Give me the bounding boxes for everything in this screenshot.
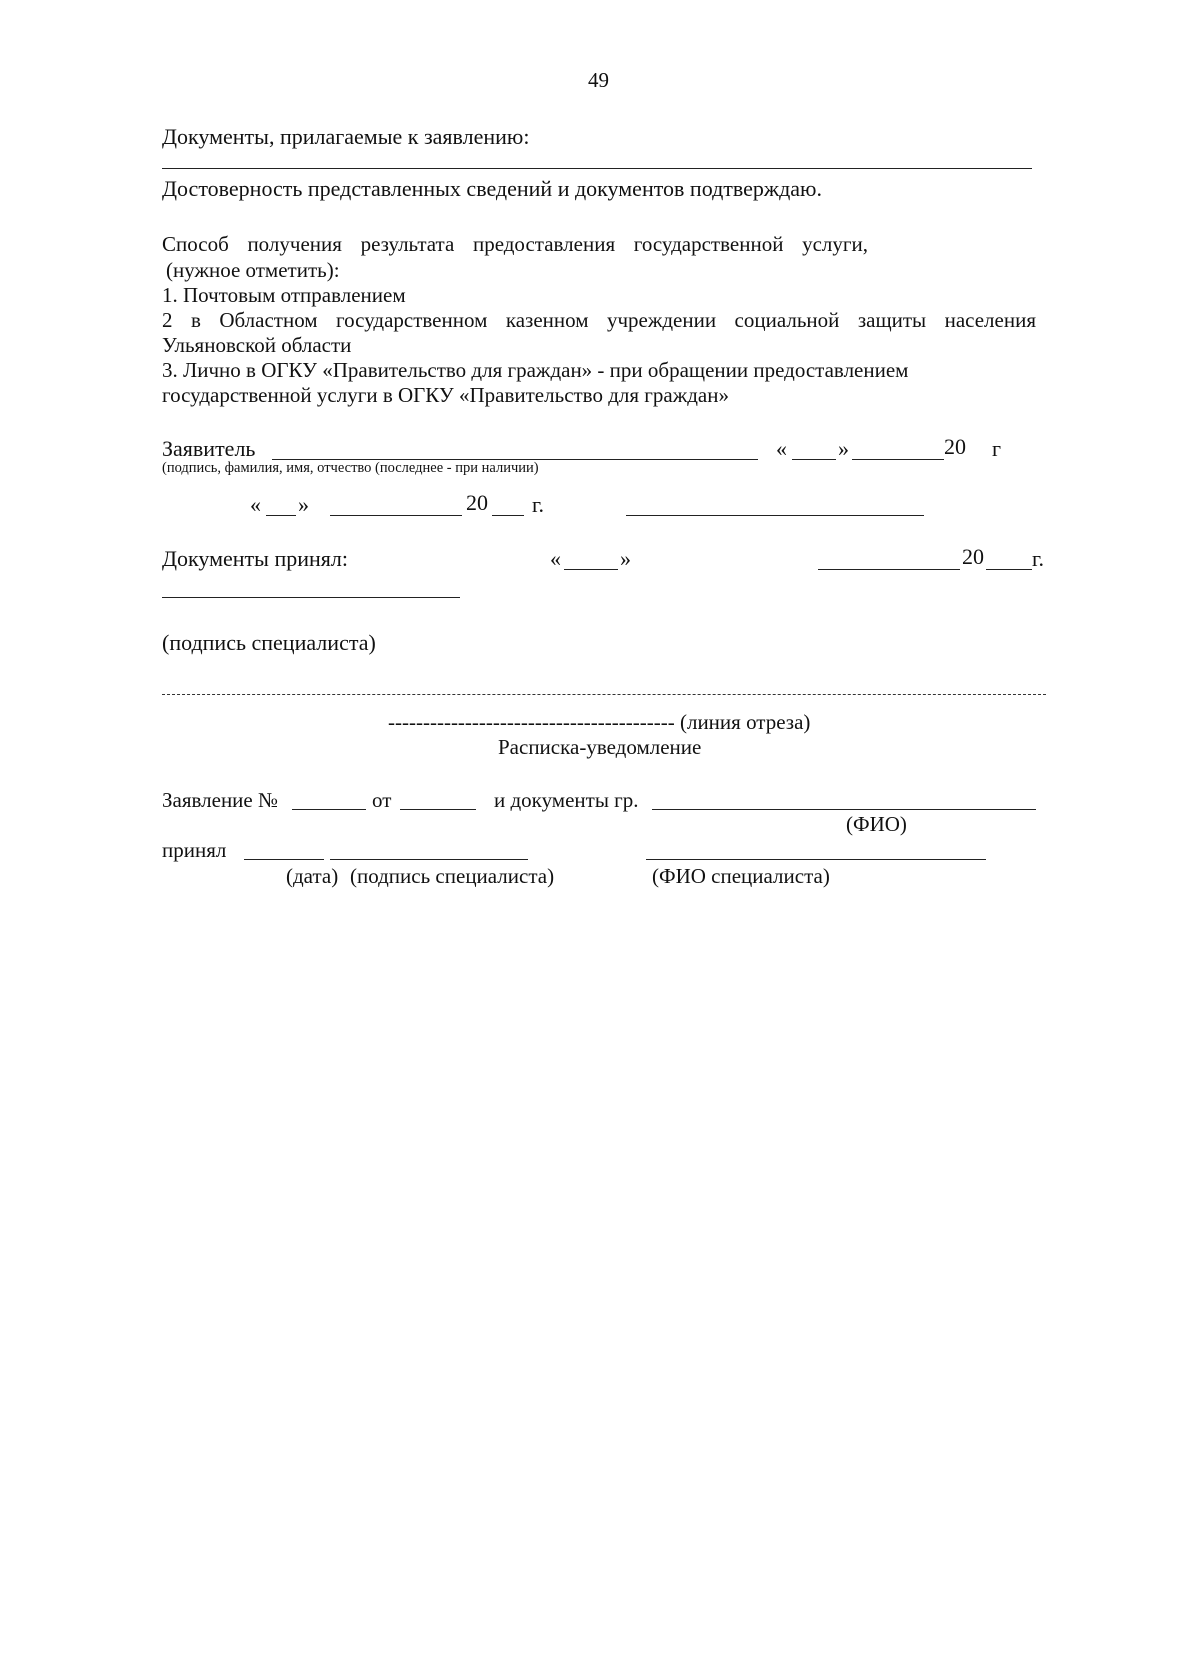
accepted-date-open: « <box>550 546 561 571</box>
accepted-month-field[interactable] <box>818 569 960 570</box>
attached-docs-label: Документы, прилагаемые к заявлению: <box>162 124 530 149</box>
method-note: (нужное отметить): <box>166 258 340 282</box>
method-option-3-cont: государственной услуги в ОГКУ «Правительство для граждан» <box>162 383 729 407</box>
receipt-citizen-fio-field[interactable] <box>652 809 1036 810</box>
receipt-signature-caption: (подпись специалиста) <box>350 864 555 888</box>
second-signature-line[interactable] <box>626 515 924 516</box>
accepted-label: Документы принял: <box>162 546 348 571</box>
page-number: 49 <box>588 68 609 92</box>
method-option-2-cont: Ульяновской области <box>162 333 352 357</box>
cut-line <box>162 694 1046 695</box>
accepted-day-field[interactable] <box>564 569 618 570</box>
attached-docs-line <box>162 168 1032 169</box>
receipt-accepted-date-field[interactable] <box>244 859 324 860</box>
receipt-specialist-fio-caption: (ФИО специалиста) <box>652 864 830 888</box>
second-year-suffix: г. <box>532 492 545 517</box>
receipt-fio-caption: (ФИО) <box>846 812 907 836</box>
second-year-field[interactable] <box>492 515 524 516</box>
receipt-date-field[interactable] <box>400 809 476 810</box>
second-date-open: « <box>250 492 261 517</box>
specialist-signature-caption: (подпись специалиста) <box>162 630 376 655</box>
receipt-docs-label: и документы гр. <box>494 788 639 812</box>
applicant-year-prefix: 20 <box>944 434 966 459</box>
applicant-day-field[interactable] <box>792 459 836 460</box>
receipt-from-label: от <box>372 788 392 812</box>
receipt-specialist-fio-field[interactable] <box>646 859 986 860</box>
accepted-year-prefix: 20 <box>962 544 984 569</box>
applicant-caption: (подпись, фамилия, имя, отчество (последнее - при наличии) <box>162 460 539 476</box>
accepted-date-close: » <box>620 546 631 571</box>
receipt-title: Расписка-уведомление <box>498 735 702 759</box>
applicant-month-field[interactable] <box>852 459 944 460</box>
receipt-accepted-signature-field[interactable] <box>330 859 528 860</box>
certify-text: Достоверность представленных сведений и документов подтверждаю. <box>162 176 822 201</box>
specialist-signature-line[interactable] <box>162 597 460 598</box>
second-year-prefix: 20 <box>466 490 488 515</box>
receipt-accepted-label: принял <box>162 838 227 862</box>
second-month-field[interactable] <box>330 515 462 516</box>
accepted-year-field[interactable] <box>986 569 1032 570</box>
applicant-date-close: » <box>838 436 849 461</box>
method-option-1: 1. Почтовым отправлением <box>162 283 406 307</box>
receipt-statement-number-field[interactable] <box>292 809 366 810</box>
applicant-date-open: « <box>776 436 787 461</box>
method-option-2: 2 в Областном государственном казенном учреждении социальной защиты населения <box>162 308 1036 332</box>
method-intro: Способ получения результата предоставления государственной услуги, <box>162 232 868 256</box>
second-date-close: » <box>298 492 309 517</box>
applicant-label: Заявитель <box>162 436 256 461</box>
receipt-date-caption: (дата) <box>286 864 339 888</box>
applicant-year-suffix: г <box>992 436 1002 461</box>
method-option-3: 3. Лично в ОГКУ «Правительство для граждан» - при обращении предоставлением <box>162 358 909 382</box>
accepted-year-suffix: г. <box>1032 546 1045 571</box>
receipt-statement-label: Заявление № <box>162 788 279 812</box>
cut-line-label: ----------------------------------------- (линия отреза) <box>388 710 811 734</box>
second-day-field[interactable] <box>266 515 296 516</box>
